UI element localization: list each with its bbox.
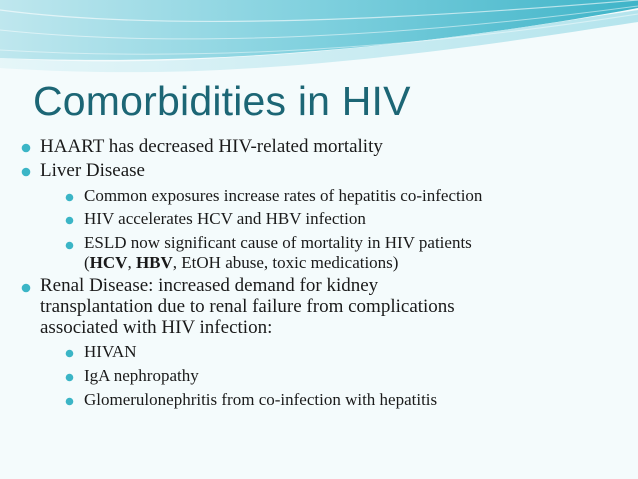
sub-bullet-icon bbox=[65, 216, 74, 225]
sub-bullet-text: Common exposures increase rates of hepatitis co-infection bbox=[84, 186, 483, 205]
sub-bullet-text: IgA nephropathy bbox=[84, 366, 199, 385]
bullet-text-multiline bbox=[40, 275, 455, 338]
sub-bullet-text-multiline bbox=[84, 233, 472, 273]
sub-bullet-icon bbox=[65, 397, 74, 406]
bold-term: HCV bbox=[89, 253, 128, 272]
sub-bullet-icon bbox=[65, 193, 74, 202]
sub-bullet-icon bbox=[65, 241, 74, 250]
line: transplantation due to renal failure from complications bbox=[40, 296, 455, 317]
bullet-text: Liver Disease bbox=[40, 160, 145, 181]
bullet-icon bbox=[21, 167, 31, 177]
bold-term: HBV bbox=[135, 253, 173, 272]
line: (HCV, HBV, EtOH abuse, toxic medications) bbox=[84, 253, 399, 272]
bullet-text: HAART has decreased HIV-related mortality bbox=[40, 136, 383, 157]
sub-bullet-icon bbox=[65, 349, 74, 358]
sub-bullet-icon bbox=[65, 373, 74, 382]
line: ESLD now significant cause of mortality in HIV patients bbox=[84, 233, 472, 252]
bullet-icon bbox=[21, 283, 31, 293]
slide-title: Comorbidities in HIV bbox=[33, 78, 411, 124]
sub-bullet-text: HIVAN bbox=[84, 342, 137, 361]
line: Renal Disease: increased demand for kidney bbox=[40, 275, 379, 296]
line: associated with HIV infection: bbox=[40, 317, 273, 338]
sub-bullet-text: HIV accelerates HCV and HBV infection bbox=[84, 209, 366, 228]
bullet-icon bbox=[21, 143, 31, 153]
sub-bullet-text: Glomerulonephritis from co-infection with hepatitis bbox=[84, 390, 438, 409]
